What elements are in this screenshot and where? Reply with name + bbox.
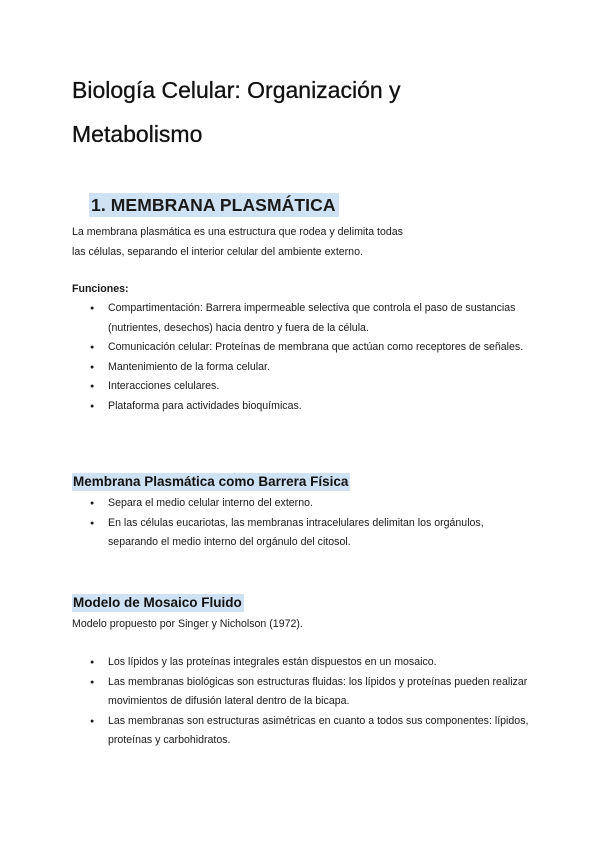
list-item: ● En las células eucariotas, las membranas intracelulares delimitan los orgánulos, separando el medio interno del orgánulo del citosol. — [90, 514, 530, 553]
title-line-1: Biología Celular: Organización y — [72, 77, 401, 103]
list-item: ● Interacciones celulares. — [90, 377, 530, 397]
section-heading-mosaico-fluido: Modelo de Mosaico Fluido — [73, 595, 242, 610]
list-item: ● Separa el medio celular interno del externo. — [90, 494, 530, 514]
mosaico-fluido-list — [90, 653, 530, 751]
functions-label: Funciones: — [72, 283, 129, 295]
title-line-2: Metabolismo — [72, 121, 203, 147]
list-item: ● Plataforma para actividades bioquímicas. — [90, 397, 530, 417]
section-heading-membrana-plasmatica: 1. MEMBRANA PLASMÁTICA — [89, 193, 339, 217]
document-title — [72, 68, 542, 156]
section1-intro-line-2: las células, separando el interior celular del ambiente externo. — [72, 246, 363, 258]
functions-list — [90, 299, 530, 416]
list-item: ● Compartimentación: Barrera impermeable selectiva que controla el paso de sustancias (nutrientes, desechos) hacia dentro y fuera de la célula. — [90, 299, 530, 338]
list-item: ● Comunicación celular: Proteínas de membrana que actúan como receptores de señales. — [90, 338, 530, 358]
barrera-fisica-list — [90, 494, 530, 553]
list-item: ● Las membranas son estructuras asimétricas en cuanto a todos sus componentes: lípidos, proteínas y carbohidratos. — [90, 712, 530, 751]
section-heading-barrera-fisica: Membrana Plasmática como Barrera Física — [73, 474, 349, 489]
section1-intro — [72, 222, 403, 262]
section1-intro-line-1: La membrana plasmática es una estructura que rodea y delimita todas — [72, 226, 403, 238]
list-item: ● Los lípidos y las proteínas integrales están dispuestos en un mosaico. — [90, 653, 530, 673]
mosaico-fluido-intro: Modelo propuesto por Singer y Nicholson (1972). — [72, 618, 303, 630]
list-item: ● Las membranas biológicas son estructuras fluidas: los lípidos y proteínas pueden realizar movimientos de difusión lateral dentro de la bicapa. — [90, 673, 530, 712]
list-item: ● Mantenimiento de la forma celular. — [90, 358, 530, 378]
